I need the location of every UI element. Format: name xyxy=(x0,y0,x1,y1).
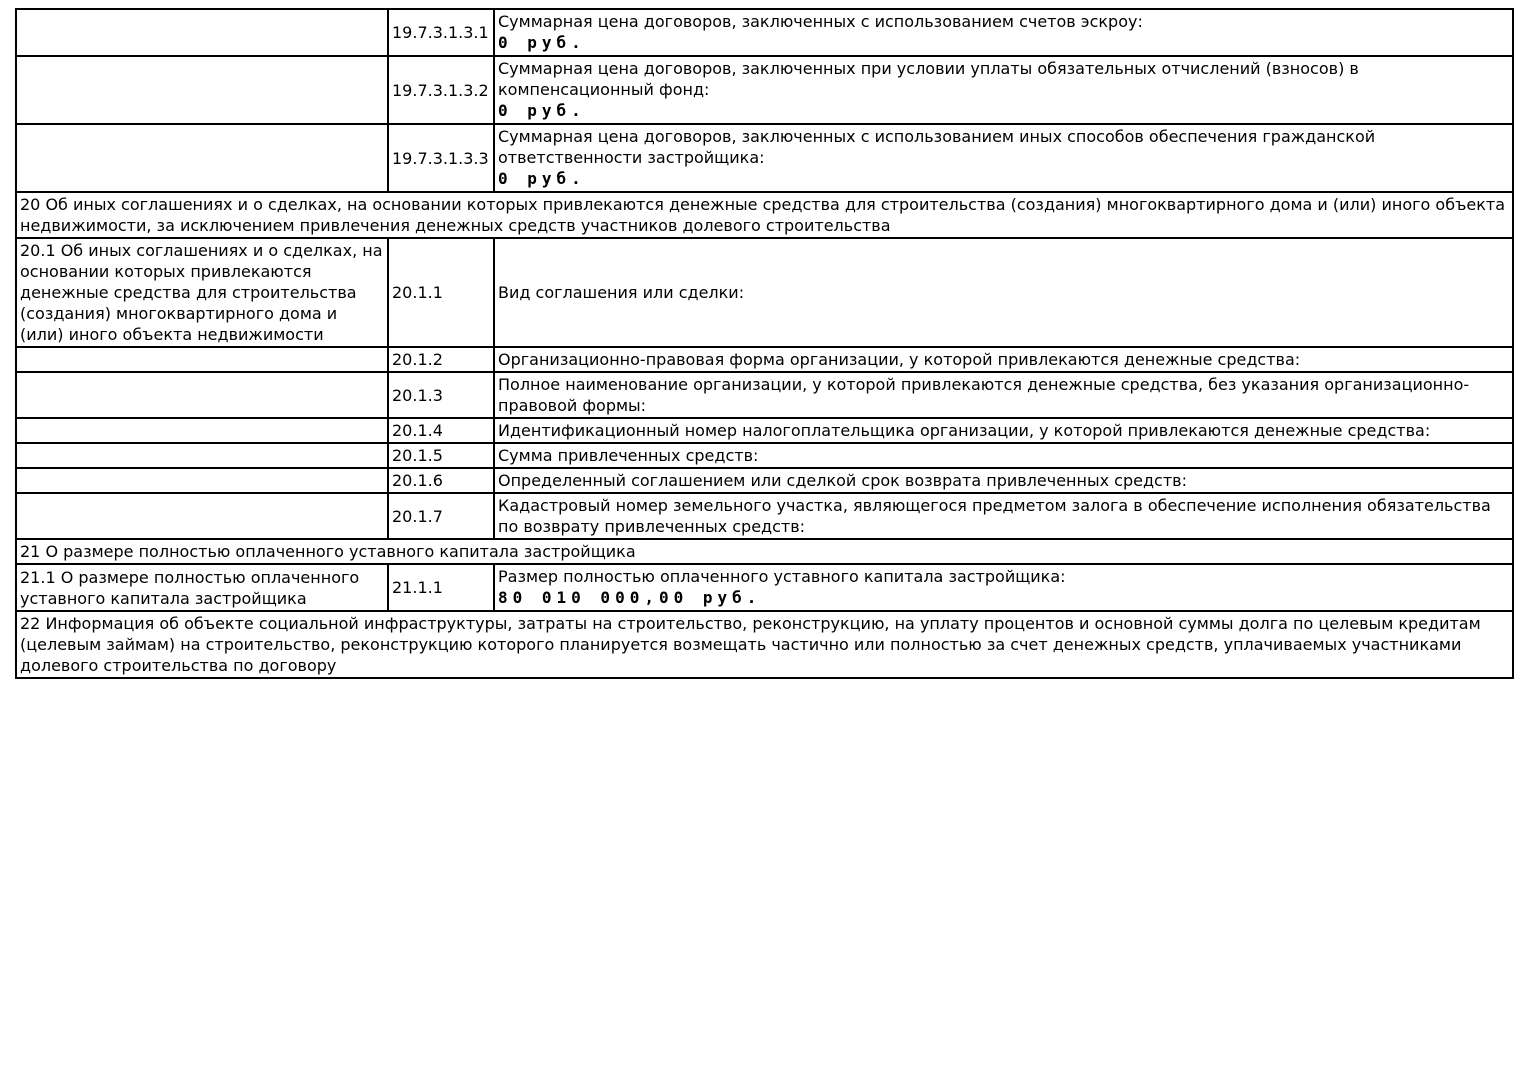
row-number-cell xyxy=(388,372,494,418)
row-number-cell xyxy=(388,564,494,611)
table-row-20-1-4 xyxy=(16,418,1513,443)
label-cell xyxy=(16,372,388,418)
table-row-19-7-3-1-3-3 xyxy=(16,124,1513,192)
label-cell xyxy=(16,443,388,468)
field-caption: Сумма привлеченных средств: xyxy=(498,446,759,465)
field-caption: Кадастровый номер земельного участка, являющегося предметом залога в обеспечение исполнения обязательства по возврату привлеченных средств: xyxy=(498,496,1491,536)
row-number: 20.1.5 xyxy=(392,446,443,465)
field-value: 0 руб. xyxy=(498,101,586,120)
label-cell xyxy=(16,493,388,539)
table-row-20-1-5 xyxy=(16,443,1513,468)
content-cell xyxy=(494,493,1513,539)
row-number: 20.1.2 xyxy=(392,350,443,369)
row-number: 19.7.3.1.3.3 xyxy=(392,148,489,168)
row-number: 21.1.1 xyxy=(392,578,443,597)
field-caption: Суммарная цена договоров, заключенных с использованием иных способов обеспечения гражданской ответственности застройщика: xyxy=(498,127,1376,167)
field-caption: Полное наименование организации, у которой привлекаются денежные средства, без указания организационно-правовой формы: xyxy=(498,375,1470,415)
table-row-21-1-1 xyxy=(16,564,1513,611)
row-number: 19.7.3.1.3.1 xyxy=(392,23,489,42)
field-caption: Суммарная цена договоров, заключенных при условии уплаты обязательных отчислений (взносов) в компенсационный фонд: xyxy=(498,59,1359,99)
field-caption: Размер полностью оплаченного уставного капитала застройщика: xyxy=(498,567,1066,586)
row-number: 20.1.3 xyxy=(392,385,443,405)
content-cell xyxy=(494,418,1513,443)
field-value: 80 010 000,00 руб. xyxy=(498,588,762,607)
label-text: 20.1 Об иных соглашениях и о сделках, на основании которых привлекаются денежные средства для строительства (создания) многоквартирного дома и (или) иного объекта недвижимости xyxy=(20,241,383,344)
declaration-table xyxy=(15,8,1514,679)
section-header-cell xyxy=(16,539,1513,564)
label-cell xyxy=(16,124,388,192)
label-cell xyxy=(16,9,388,56)
row-number-cell xyxy=(388,468,494,493)
section-header-text: 22 Информация об объекте социальной инфраструктуры, затраты на строительство, реконструкцию, на уплату процентов и основной суммы долга по целевым кредитам (целевым займам) на строительство, реконструкцию которого планируется возмещать частично или полностью за счет денежных средств, уплачиваемых участниками долевого строительства по договору xyxy=(20,614,1481,675)
content-cell xyxy=(494,238,1513,347)
row-number-cell xyxy=(388,56,494,124)
section-row-21 xyxy=(16,539,1513,564)
section-header-cell xyxy=(16,611,1513,678)
field-caption: Вид соглашения или сделки: xyxy=(498,283,745,302)
row-number-cell xyxy=(388,418,494,443)
label-cell xyxy=(16,418,388,443)
table-row-20-1-3 xyxy=(16,372,1513,418)
table-row-20-1-7 xyxy=(16,493,1513,539)
row-number: 19.7.3.1.3.2 xyxy=(392,80,489,100)
content-cell xyxy=(494,56,1513,124)
table-row-20-1-1 xyxy=(16,238,1513,347)
row-number: 20.1.1 xyxy=(392,283,443,302)
label-text: 21.1 О размере полностью оплаченного уставного капитала застройщика xyxy=(20,567,360,608)
field-value: 0 руб. xyxy=(498,33,586,52)
section-row-22 xyxy=(16,611,1513,678)
label-cell xyxy=(16,468,388,493)
content-cell xyxy=(494,372,1513,418)
label-cell xyxy=(16,238,388,347)
content-cell xyxy=(494,564,1513,611)
section-row-20 xyxy=(16,192,1513,238)
row-number: 20.1.6 xyxy=(392,471,443,490)
content-cell xyxy=(494,468,1513,493)
label-cell xyxy=(16,347,388,372)
row-number-cell xyxy=(388,347,494,372)
content-cell xyxy=(494,443,1513,468)
table-row-20-1-2 xyxy=(16,347,1513,372)
field-caption: Суммарная цена договоров, заключенных с использованием счетов эскроу: xyxy=(498,12,1143,31)
section-header-text: 21 О размере полностью оплаченного уставного капитала застройщика xyxy=(20,542,636,561)
row-number: 20.1.7 xyxy=(392,506,443,526)
row-number-cell xyxy=(388,124,494,192)
row-number-cell xyxy=(388,443,494,468)
table-row-19-7-3-1-3-1 xyxy=(16,9,1513,56)
table-row-20-1-6 xyxy=(16,468,1513,493)
content-cell xyxy=(494,124,1513,192)
row-number-cell xyxy=(388,9,494,56)
row-number-cell xyxy=(388,238,494,347)
content-cell xyxy=(494,347,1513,372)
table-row-19-7-3-1-3-2 xyxy=(16,56,1513,124)
label-cell xyxy=(16,56,388,124)
field-value: 0 руб. xyxy=(498,169,586,188)
row-number: 20.1.4 xyxy=(392,421,443,440)
field-caption: Организационно-правовая форма организации, у которой привлекаются денежные средства: xyxy=(498,350,1301,369)
content-cell xyxy=(494,9,1513,56)
field-caption: Определенный соглашением или сделкой срок возврата привлеченных средств: xyxy=(498,471,1187,490)
field-caption: Идентификационный номер налогоплательщика организации, у которой привлекаются денежные средства: xyxy=(498,421,1431,440)
section-header-text: 20 Об иных соглашениях и о сделках, на основании которых привлекаются денежные средства для строительства (создания) многоквартирного дома и (или) иного объекта недвижимости, за исключением привлечения денежных средств участников долевого строительства xyxy=(20,195,1506,235)
section-header-cell xyxy=(16,192,1513,238)
label-cell xyxy=(16,564,388,611)
row-number-cell xyxy=(388,493,494,539)
